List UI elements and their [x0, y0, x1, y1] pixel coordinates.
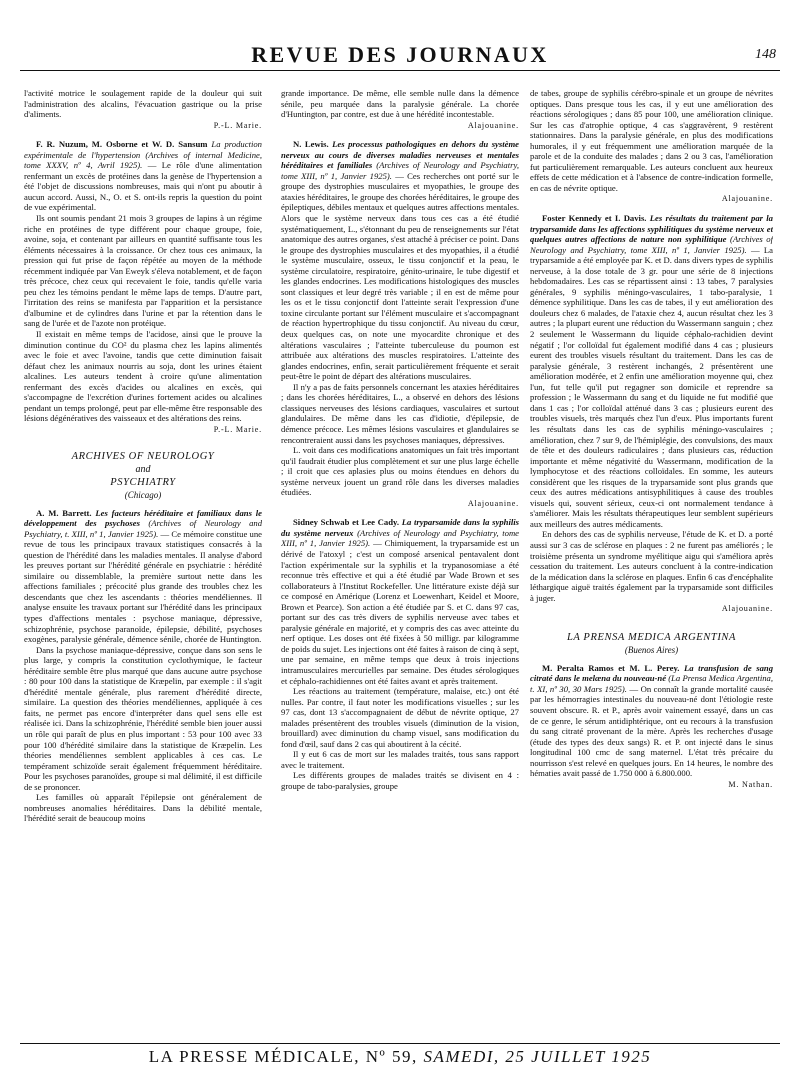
article-paragraph: Il existait en même temps de l'acidose, ainsi que le prouve la diminution continue du CO² du plasma chez les lapins alimentés avec le foie et avec l'avoine, tandis que cette diminution faisait défaut chez les animaux nourris au soja, dont les urines étaient alcalines. Les auteurs tendent à croire qu'une alimentation renfermant des excès d'acides ou alcalines en excès, qui s'accompagne de l'excrétion d'urines fortement acides ou alcalines pendant un temps prolongé, peut par elle-même être responsable des lésions dégénératives des vaisseaux et des altérations des reins. [24, 329, 262, 424]
article-paragraph: Il n'y a pas de faits personnels concernant les ataxies héréditaires ; dans les chorées héréditaires, L., a observé en dehors des lésions classiques nerveuses des lésions cardiaques, vasculaires et surtout glandulaires. De même dans les cas d'idiotie, d'épilepsie, de démence précoce. Les mêmes lésions vasculaires et glandulaires se rencontreraient aussi dans les psychoses maniaques, dépressives. [281, 381, 519, 445]
journal-heading-line2: PSYCHIATRY [110, 476, 176, 488]
page-header [20, 40, 780, 71]
signature: P.-L. Marie. [213, 120, 262, 130]
article-paragraph: Il y eut 6 cas de mort sur les malades traités, tous sans rapport avec le traitement. [281, 749, 519, 770]
article-lewis [281, 139, 519, 382]
article-paragraph: Les différents groupes de malades traités se divisent en 4 : groupe de tabo-paralysies, groupe [281, 770, 519, 791]
footer-date: SAMEDI, 25 JUILLET 1925 [423, 1047, 652, 1066]
article-title: Les processus pathologiques en dehors du système nerveux au cours de diverses maladies nerveuses et mentales héréditaires et familiales [281, 139, 519, 171]
footer-journal: LA PRESSE MÉDICALE, Nº 59, [148, 1047, 418, 1066]
signature: M. Nathan. [728, 779, 773, 789]
article-body: — Le rôle d'une alimentation renfermant un excès de protéines dans la genèse de l'hypertension a été l'objet de discussions nombreuses, mais qui n'ont pu aboutir à aucun accord. Aussi, N., O. et S. ont-ils repris la question du point de vue expérimental. [24, 160, 262, 213]
article-authors: N. Lewis. [293, 139, 329, 150]
column-middle [281, 88, 519, 1033]
article-paragraph: Les familles où apparaît l'épilepsie ont généralement de nombreuses anomalies héréditaires. Dans la débilité mentale, l'hérédité serait de beaucoup moins [24, 792, 262, 824]
continued-text: grande importance. De même, elle semble nulle dans la démence sénile, peu marquée dans la paralysie générale. La chorée d'Huntington, par contre, est due à une hérédité incontestable. [281, 88, 519, 120]
article-title: Les résultats du traitement par la tryparsamide dans les affections syphilitiques du système nerveux et quelques autres affections de nature non syphilitique [530, 213, 773, 245]
journal-heading: LA PRENSA MEDICA ARGENTINA [566, 631, 737, 643]
journal-heading: ARCHIVES OF NEUROLOGY [71, 450, 215, 462]
article-reference: (Archives of Neurology and Psychiatry, tome XIII, nº 1, Janvier 1925). [530, 234, 773, 255]
article-reference: (La Prensa Medica Argentina, t. XI, nº 30, 30 Mars 1925). [530, 673, 773, 694]
article-paragraph: Les réactions au traitement (température, malaise, etc.) ont été nulles. Par contre, il faut noter les modifications visuelles ; sur les 97 cas, dont 13 s'accompagnaient de début de névrite optique, 27 malades présentèrent des troubles visuels (diminution de la vision, brouillard) avec diminution du champ visuel, sans modification du fond d'œil, sauf dans 2 cas qui aboutirent à la cécité. [281, 686, 519, 749]
article-schwab [281, 517, 519, 686]
column-left [24, 88, 262, 1033]
journal-location: (Chicago) [124, 489, 162, 500]
signature: P.-L. Marie. [213, 424, 262, 434]
article-body: — Ce mémoire constitue une revue de tous les principaux travaux statistiques consacrés à la question de l'hérédité dans les maladies mentales. Il analyse d'abord les preuves portant sur l'hérédité générale en psychiatrie : hérédité similaire ou dissemblable, la première surtout nette dans les affections familiales ; précocité plus grande des troubles chez les descendants que chez les ascendants : théories mendéliennes. Il analyse ensuite les travaux portant sur l'hérédité dans les principaux types d'affections mentales : psychose maniaque, dépressive, schizophrénie, psychose paranoïde, épilepsie, débilité, psychoses exogènes, paralysie générale, démence sénile, chorée de Huntington. [24, 528, 262, 645]
signature: Alajouanine. [467, 498, 519, 508]
journal-heading-and: and [135, 463, 151, 475]
article-authors: Sidney Schwab et Lee Cady. [293, 517, 400, 528]
article-paragraph: En dehors des cas de syphilis nerveuse, l'étude de K. et D. a porté aussi sur 3 cas de sclérose en plaques : 2 ne furent pas améliorés ; le troisième présenta un syndrome myélitique aigu qui s'améliora après cessation du traitement. Les auteurs concluent à la contre-indication de la médication dans la sclérose en plaques. Enfin 6 cas d'encéphalite léthargique aiguë traités également par la tryparsamide sont difficiles à juger. [530, 529, 773, 603]
article-barrett [24, 508, 262, 645]
article-body: — On connaît la grande mortalité causée par les hémorragies intestinales du nouveau-né dont l'étiologie reste souvent obscure. R. et P., après avoir vainement essayé, dans un cas de ce genre, le sérum antidiphtérique, ont eu recours à la transfusion du sang citraté provenant de la mère. Après les recherches d'usage (étude des types des deux sangs) R. et P. ont injecté dans le sinus longitudinal 100 cmc de sang maternel. L'état très précaire du nourrisson s'est relevé en quelques jours. En 14 heures, le nombre des hématies avait passé de 1.750 000 à 6.800.000. [530, 683, 773, 779]
article-title: La transfusion de sang citraté dans le melæna du nouveau-né [530, 662, 773, 684]
signature: Alajouanine. [721, 604, 773, 614]
article-reference: (Archives of Neurology and Psychiatry, t. XIII, nº 1, Janvier 1925). [24, 518, 262, 539]
article-reference: (Archives of Neurology and Psychiatry, tome XIII, nº 1, Janvier 1925). [281, 527, 519, 549]
signature: Alajouanine. [721, 194, 773, 204]
article-authors: A. M. Barrett. [36, 507, 92, 518]
article-body: — Chimiquement, la tryparsamide est un dérivé de l'atoxyl ; c'est un composé arsenical pentavalent dont l'action expérimentale sur la syphilis et la trypanosomiase a été reconnue très effective et qui a été étudié par Wade Brown et ses collaborateurs à l'Institut Rockefeller. Une littérature existe déjà sur ce composé en Amérique (Lorenz et Loewenhart, Keidel et Moore, Brown et Pearce). Son action a été étudiée par S. et C. dans 97 cas, portant sur des cas très divers de syphilis nerveuse avec tabes et paralysie générale en majorité, et y compris des cas avec atteinte du nerf optique. Les doses ont été fixées à 50 milligr. par kilogramme de poids du sujet. Les injections ont été faites à raison de cinq à sept, une par semaine, en même temps que deux à trois injections intramusculaires mercurielles par semaine. Des études sérologiques et céphalo-rachidiennes ont été faites avant et après traitement. [281, 538, 519, 686]
article-nuzum [24, 139, 262, 213]
article-body: — La tryparsamide a été employée par K. et D. dans divers types de syphilis nerveuse, à la dose totale de 3 gr. pour une série de 8 injections hebdomadaires. Les cas se répartissent ainsi : 13 tabes, 7 paralysies générales, 9 syphilis méningo-vasculaires, 1 tabo-paralysie, 1 démence syphilitique. Dans les cas de tabes, il y eut amélioration des douleurs chez 6 malades, de l'ataxie chez 4, aucun résultat chez les 3 autres ; la plupart eurent une réduction du Wassermann sanguin ; chez 2 seulement le Wassermann du liquide céphalo-rachidien devint négatif ; l'or colloïdal fut également modifié dans 4 cas ; plusieurs eurent des troubles visuels résultant du traitement. Dans les cas de paralysie générale, 3 restèrent inchangés, 2 présentèrent une amélioration modérée, et 2 enfin une amélioration moyenne qui, chez l'un, fut telle qu'il put regagner son domicile et reprendre sa profession ; le Wassermann du sang et du liquide ne fut modifié que dans 1 cas ; l'or colloïdal atténué dans 3 cas ; plusieurs eurent des troubles visuels, très marqués chez l'un d'eux. Plus importants furent les résultats dans les cas de syphilis méningo-vasculaires ; amélioration, chez 7 sur 9, de l'hémiplégie, des convulsions, des maux de tête et des douleurs radiculaires ; dans plusieurs cas, réduction importante et même négativité du Wassermann, modification de la lymphocytose et des réactions colloïdales. En somme, les auteurs considèrent que les risques de la tryparsamide sont plus grands que ceux des autres médications antisyphilitiques à cause des troubles visuels qui, souvent sérieux, ceux-ci ont normalement tendance à s'améliorer. Mais les résultats thérapeutiques leur semblent supérieurs aux meilleurs des autres médicaments. [530, 244, 773, 529]
article-reference: (Archives of Neurology and Psychiatry, tome XIII, nº 1, Janvier 1925). [281, 160, 519, 181]
journal-section-title: REVUE DES JOURNAUX [251, 42, 549, 67]
article-authors: M. Peralta Ramos et M. L. Perey. [542, 662, 680, 673]
footer-publication-line [20, 1047, 780, 1067]
journal-location: (Buenos Aires) [624, 644, 679, 655]
article-kennedy [530, 213, 773, 529]
article-title: La tryparsamide dans la syphilis du système nerveux [281, 517, 519, 538]
article-paragraph: Ils ont soumis pendant 21 mois 3 groupes de lapins à un régime riche en protéines de type différent pour chaque groupe, foie, avoine, soja, et contenant par ailleurs en quantité suffisante tous les éléments nécessaires à la croissance. Or chez tous ces animaux, la pression qui fut prise de façon répétée au moyen de la méthode récemment indiquée par Van Eweyk s'éleva notablement, et de façon très précoce, chez ceux qui recevaient le foie, tandis qu'elle varia peu chez les témoins pendant le même laps de temps. D'autre part, l'irritation des reins se manifesta par l'apparition et la persistance d'albumine et de cylindres dans l'urine et par la rétention dans le sang de l'urée et de l'azote non protéique. [24, 213, 262, 329]
continued-text: l'activité motrice le soulagement rapide de la douleur qui suit l'administration des alcalins, l'évacuation gastrique ou la prise d'aliments. [24, 88, 262, 120]
continued-text: de tabes, groupe de syphilis cérébro-spinale et un groupe de névrites optiques. Dans presque tous les cas, il y eut une amélioration des réactions sérologiques ; dans 85 pour 100, une amélioration clinique. Sur les cas d'atrophie optique, 4 cas s'aggravèrent, 9 restèrent stationnaires. Dans la paralysie générale, en plus des modifications humorales, il y eut fréquemment une amélioration marquée de la parole et de la conduite des malades ; dans 2 ou 3 cas, l'amélioration fut particulièrement remarquable. Les auteurs concluent aux heureux effets de cette médication et à l'absence de contre-indication formelle, en cas de névrite optique. [530, 88, 773, 193]
article-peralta [530, 663, 773, 779]
article-body: — Ces recherches ont porté sur le groupe des dystrophies musculaires et myopathies, le groupe des ataxies héréditaires, le groupe des chorées héréditaires, le groupe des épileptiques, débiles mentaux et quelques autres affections mentales. Alors que le système nerveux dans tous ces cas a été étudié systématiquement, L., s'étonnant du peu de renseignements sur l'état anatomique des autres organes, s'est attaché à préciser ce point. Dans le groupe des dystrophies musculaires et des myopathies, il a étudié le système musculaire, osseux, le tissu conjonctif et la peau, le système circulatoire, respiratoire, génito-urinaire, le tube digestif et les glandes endocrines. Les modifications histologiques des muscles sont classiques et leur degré très variable ; il en est de même pour les os et le tissu conjonctif dont l'atteinte serait l'expression d'une toxine circulante portant sur l'élément musculaire et s'accompagnant de réaction hypertrophique du tissu conjonctif. Au niveau du cœur, deux quelques cas, on note une myocardite chronique et des altérations vasculaires ; l'atteinte tuberculeuse du poumon est attribuée aux altérations des muscles respiratoires. L'atteinte des glandes endocrines, enfin, serait particulièrement fréquente et serait peut-être le point de départ des altérations musculaires. [281, 170, 519, 382]
article-paragraph: Dans la psychose maniaque-dépressive, conçue dans son sens le plus large, y compris la constitution cyclothymique, le facteur héréditaire semble être plus marqué que dans aucune autre psychose : 80 pour 100 dans la statistique de Kræpelin, par exemple : il s'agit d'hérédité mentale générale, plus rarement d'hérédité directe, similaire. La question des théories mendéliennes, appliquée à ces faits, ne permet pas encore d'interpréter dans quel sens elle est réalisée ici. Dans la schizophrénie, l'hérédité semble bien jouer aussi un rôle qui paraît de plus en plus important : 53 pour 100 avec 33 pour 100 d'hérédité similaire dans la statistique de Kræpelin. Les théories mendéliennes semblent applicables à ces cas. Le tempérament schizoïde serait également fréquemment héréditaire. Pour les psychoses paranoïdes, groupe si mal délimité, il est difficile de se prononcer. [24, 644, 262, 792]
article-authors: F. R. Nuzum, M. Osborne et W. D. Sansum [36, 139, 208, 150]
column-right [530, 88, 773, 1033]
page-footer [20, 1043, 780, 1070]
article-title: Les facteurs héréditaire et familiaux dans le développement des psychoses [24, 507, 262, 529]
signature: Alajouanine. [467, 120, 519, 130]
page-number: 148 [755, 47, 776, 62]
article-paragraph: L. voit dans ces modifications anatomiques un fait très important qu'il faudrait étudier plus complètement et sur une plus large échelle ; il croit que ces aplasies plus ou moins étendues en dehors du système nerveux jouent un grand rôle dans les diverses maladies étudiées. [281, 445, 519, 498]
article-title: La production expérimentale de l'hypertension [24, 139, 262, 160]
article-reference: (Archives of internal Medicine, tome XXXV, nº 4, Avril 1925). [24, 149, 262, 171]
article-authors: Foster Kennedy et I. Davis. [542, 213, 647, 224]
